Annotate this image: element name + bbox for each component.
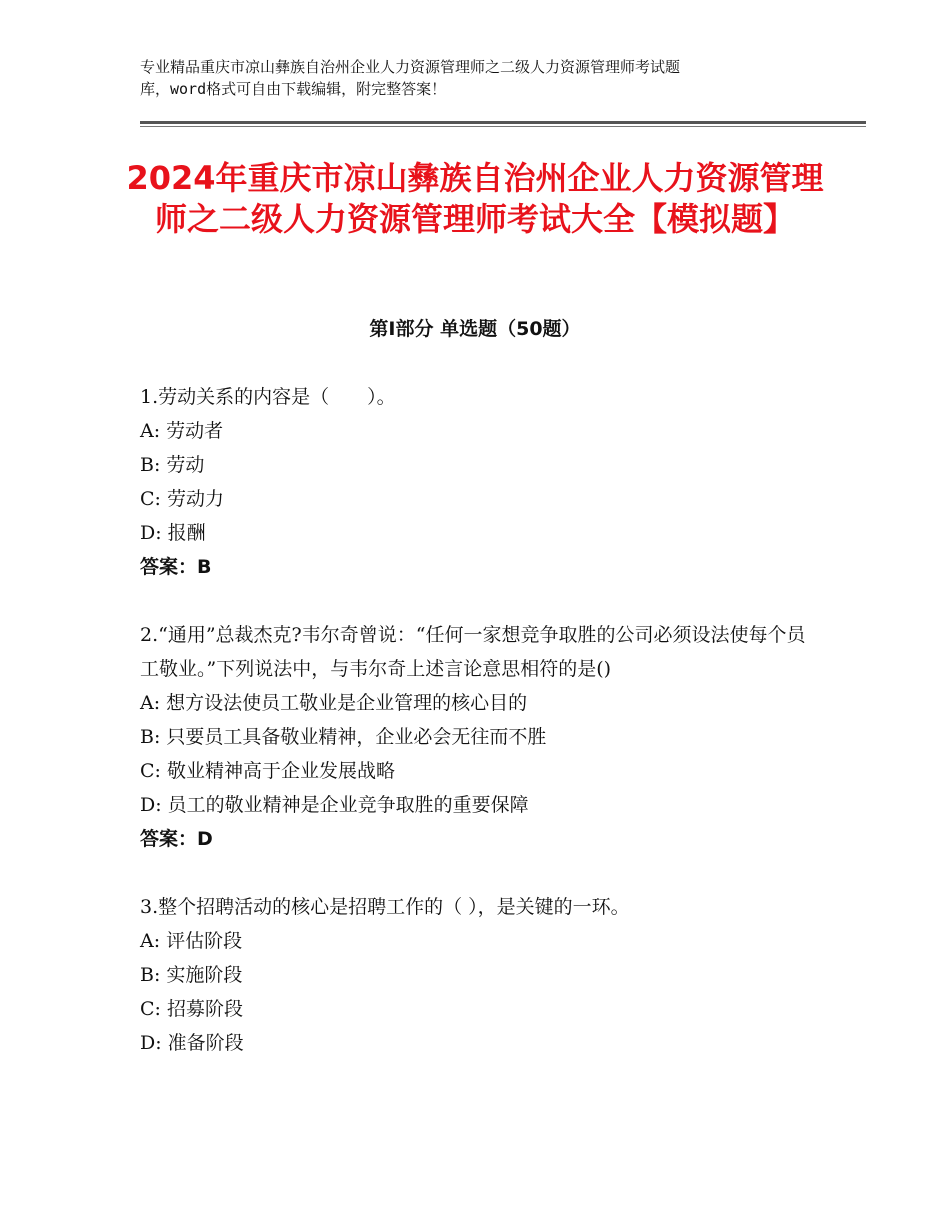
- question-text: 1.劳动关系的内容是（ ）。: [140, 386, 396, 408]
- option-c: C: 招募阶段: [140, 998, 243, 1020]
- answer-key: 答案：D: [140, 828, 213, 850]
- header-note-line-1: 专业精品重庆市凉山彝族自治州企业人力资源管理师之二级人力资源管理师考试题: [140, 58, 681, 76]
- question-2: [140, 618, 820, 856]
- question-list: [140, 380, 820, 1094]
- header-note-line-2: 库，word格式可自由下载编辑，附完整答案！: [140, 80, 447, 98]
- question-text: 2.“通用”总裁杰克?韦尔奇曾说：“任何一家想竞争取胜的公司必须设法使每个员工敬业。”下列说法中，与韦尔奇上述言论意思相符的是(): [140, 624, 806, 680]
- document-title: 2024年重庆市凉山彝族自治州企业人力资源管理师之二级人力资源管理师考试大全【模拟题】: [126, 159, 824, 238]
- header-divider-thin: [140, 126, 866, 127]
- section-title: 第Ⅰ部分 单选题（50题）: [369, 318, 581, 340]
- option-a: A: 想方设法使员工敬业是企业管理的核心目的: [140, 692, 528, 714]
- question-text: 3.整个招聘活动的核心是招聘工作的（ ），是关键的一环。: [140, 896, 630, 918]
- header-note: [140, 56, 820, 100]
- answer-key: 答案：B: [140, 556, 212, 578]
- option-b: B: 实施阶段: [140, 964, 243, 986]
- question-1: [140, 380, 820, 584]
- header-divider-thick: [140, 121, 866, 124]
- option-a: A: 评估阶段: [140, 930, 243, 952]
- option-d: D: 准备阶段: [140, 1032, 244, 1054]
- option-a: A: 劳动者: [140, 420, 224, 442]
- option-c: C: 劳动力: [140, 488, 224, 510]
- option-d: D: 报酬: [140, 522, 206, 544]
- option-b: B: 劳动: [140, 454, 205, 476]
- question-3: [140, 890, 820, 1060]
- option-d: D: 员工的敬业精神是企业竞争取胜的重要保障: [140, 794, 529, 816]
- option-c: C: 敬业精神高于企业发展战略: [140, 760, 395, 782]
- option-b: B: 只要员工具备敬业精神，企业必会无往而不胜: [140, 726, 547, 748]
